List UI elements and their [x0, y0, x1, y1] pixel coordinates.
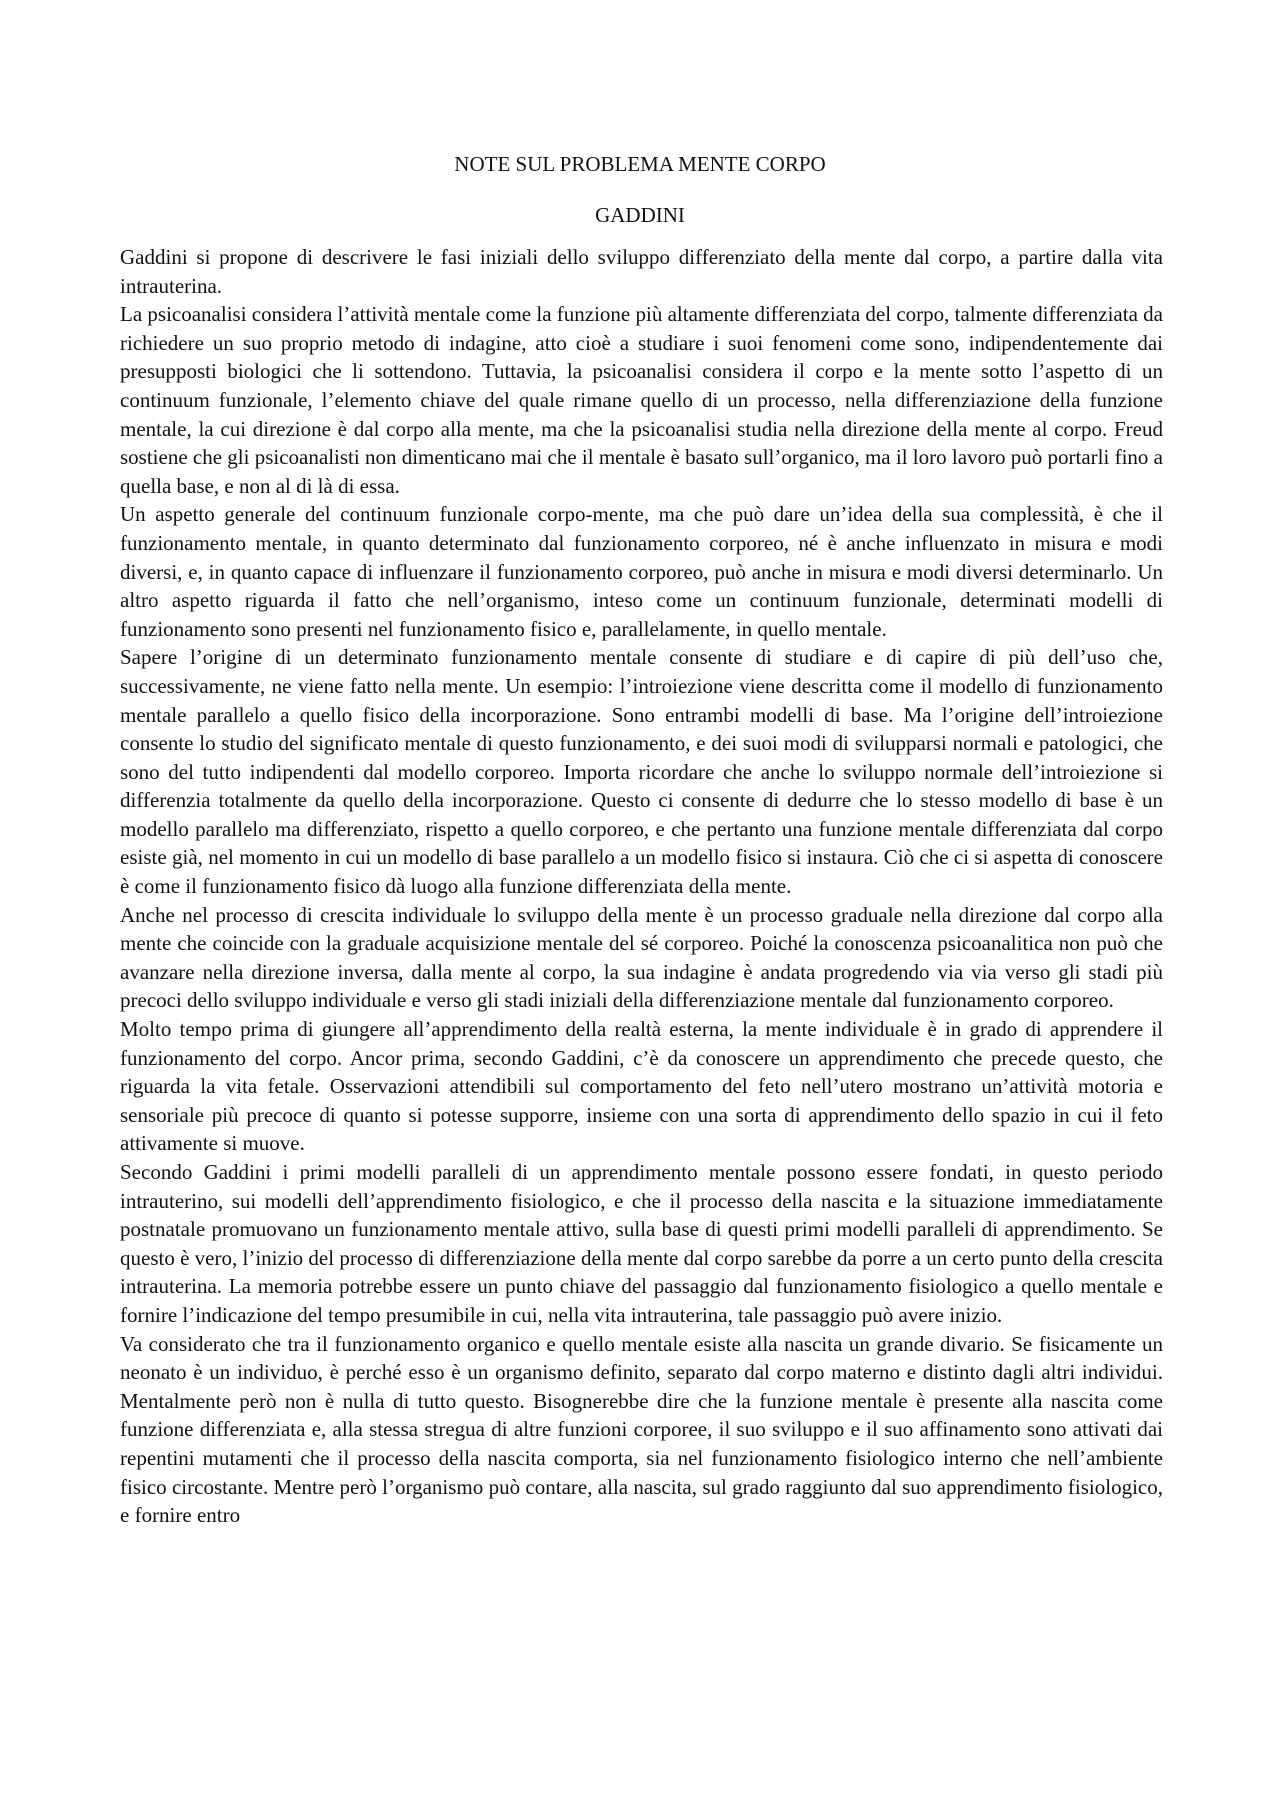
- paragraph-psicoanalisi: La psicoanalisi considera l’attività mentale come la funzione più altamente differenziata del corpo, talmente differenziata da richiedere un suo proprio metodo di indagine, atto cioè a studiare i suoi fenomeni come sono, indipendentemente dai presupposti biologici che li sottendono. Tuttavia, la psicoanalisi considera il corpo e la mente sotto l’aspetto di un continuum funzionale, l’elemento chiave del quale rimane quello di un processo, nella differenziazione della funzione mentale, la cui direzione è dal corpo alla mente, ma che la psicoanalisi studia nella direzione della mente al corpo. Freud sostiene che gli psicoanalisti non dimenticano mai che il mentale è basato sull’organico, ma il loro lavoro può portarli fino a quella base, e non al di là di essa.: [120, 302, 1163, 498]
- paragraph-vita-fetale: Molto tempo prima di giungere all’apprendimento della realtà esterna, la mente individuale è in grado di apprendere il funzionamento del corpo. Ancor prima, secondo Gaddini, c’è da conoscere un apprendimento che precede questo, che riguarda la vita fetale. Osservazioni attendibili sul comportamento del feto nell’utero mostrano un’attività motoria e sensoriale più precoce di quanto si potesse supporre, insieme con una sorta di apprendimento dello spazio in cui il feto attivamente si muove.: [120, 1017, 1163, 1156]
- paragraph-introiezione: Sapere l’origine di un determinato funzionamento mentale consente di studiare e di capire di più dell’uso che, successivamente, ne viene fatto nella mente. Un esempio: l’introiezione viene descritta come il modello di funzionamento mentale parallelo a quello fisico della incorporazione. Sono entrambi modelli di base. Ma l’origine dell’introiezione consente lo studio del significato mentale di questo funzionamento, e dei suoi modi di svilupparsi normali e patologici, che sono del tutto indipendenti dal modello corporeo. Importa ricordare che anche lo sviluppo normale dell’introiezione si differenzia totalmente da quello della incorporazione. Questo ci consente di dedurre che lo stesso modello di base è un modello parallelo ma differenziato, rispetto a quello corporeo, e che pertanto una funzione mentale differenziata dal corpo esiste già, nel momento in cui un modello di base parallelo a un modello fisico si instaura. Ciò che ci si aspetta di conoscere è come il funzionamento fisico dà luogo alla funzione differenziata della mente.: [120, 645, 1163, 899]
- paragraph-modelli-paralleli: Secondo Gaddini i primi modelli paralleli di un apprendimento mentale possono essere fondati, in questo periodo intrauterino, sui modelli dell’apprendimento fisiologico, e che il processo della nascita e la situazione immediatamente postnatale promuovano un funzionamento mentale attivo, sulla base di questi primi modelli paralleli di apprendimento. Se questo è vero, l’inizio del processo di differenziazione della mente dal corpo sarebbe da porre a un certo punto della crescita intrauterina. La memoria potrebbe essere un punto chiave del passaggio dal funzionamento fisiologico a quello mentale e fornire l’indicazione del tempo presumibile in cui, nella vita intrauterina, tale passaggio può avere inizio.: [120, 1160, 1163, 1327]
- paragraph-crescita: Anche nel processo di crescita individuale lo sviluppo della mente è un processo graduale nella direzione dal corpo alla mente che coincide con la graduale acquisizione mentale del sé corporeo. Poiché la conoscenza psicoanalitica non può che avanzare nella direzione inversa, dalla mente al corpo, la sua indagine è andata progredendo via via verso gli stadi più precoci dello sviluppo individuale e verso gli stadi iniziali della differenziazione mentale dal funzionamento corporeo.: [120, 902, 1163, 1013]
- document-subtitle: GADDINI: [595, 203, 685, 227]
- document-title: NOTE SUL PROBLEMA MENTE CORPO: [454, 152, 826, 176]
- document-body: [120, 243, 1163, 1530]
- paragraph-divario: Va considerato che tra il funzionamento organico e quello mentale esiste alla nascita un grande divario. Se fisicamente un neonato è un individuo, è perché esso è un organismo definito, separato dal corpo materno e distinto dagli altri individui. Mentalmente però non è nulla di tutto questo. Bisognerebbe dire che la funzione mentale è presente alla nascita come funzione differenziata e, alla stessa stregua di altre funzioni corporee, il suo sviluppo e il suo affinamento sono attivati dai repentini mutamenti che il processo della nascita comporta, sia nel funzionamento fisiologico interno che nell’ambiente fisico circostante. Mentre però l’organismo può contare, alla nascita, sul grado raggiunto dal suo apprendimento fisiologico, e fornire entro: [120, 1331, 1163, 1528]
- paragraph-intro: Gaddini si propone di descrivere le fasi iniziali dello sviluppo differenziato della mente dal corpo, a partire dalla vita intrauterina.: [120, 245, 1163, 298]
- paragraph-continuum: Un aspetto generale del continuum funzionale corpo-mente, ma che può dare un’idea della sua complessità, è che il funzionamento mentale, in quanto determinato dal funzionamento corporeo, né è anche influenzato in misura e modi diversi, e, in quanto capace di influenzare il funzionamento corporeo, può anche in misura e modi diversi determinarlo. Un altro aspetto riguarda il fatto che nell’organismo, inteso come un continuum funzionale, determinati modelli di funzionamento sono presenti nel funzionamento fisico e, parallelamente, in quello mentale.: [120, 502, 1163, 641]
